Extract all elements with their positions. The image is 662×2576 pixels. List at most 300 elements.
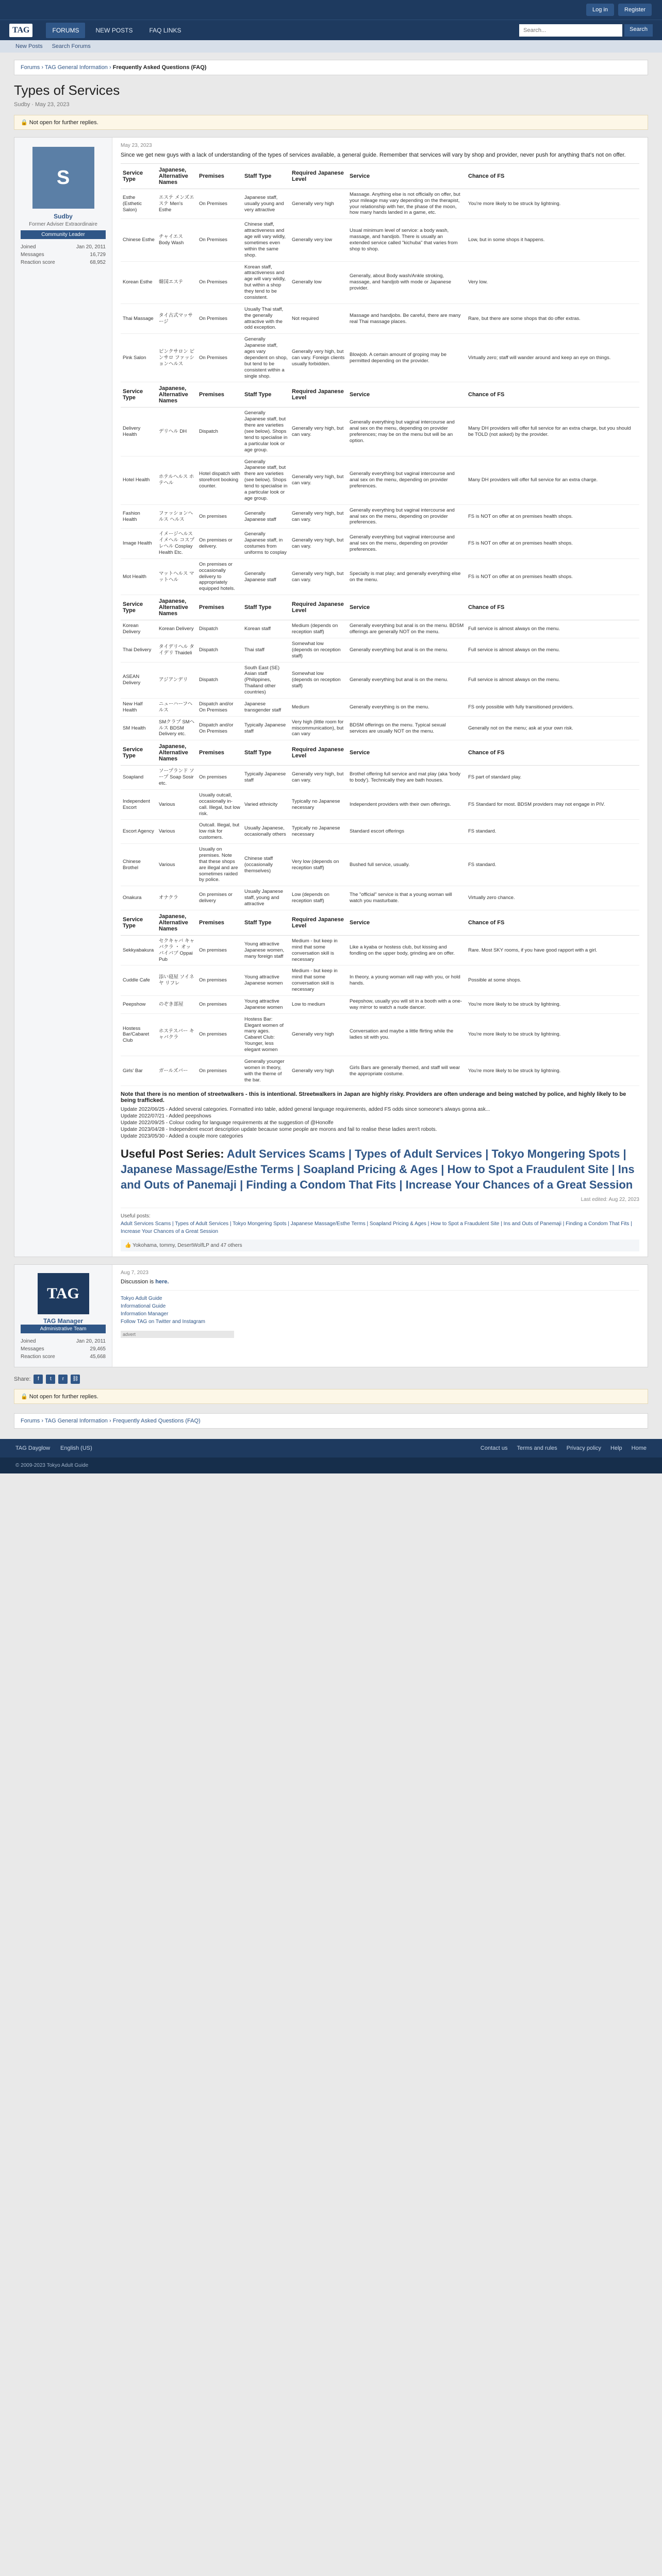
table-cell: South East (SE) Asian staff (Philippines, Thailand other countries) <box>242 662 290 698</box>
table-cell: You're more likely to be struck by lightning. <box>466 995 639 1013</box>
table-cell: マットヘルス マットヘル <box>157 558 197 595</box>
table-cell: Somewhat low (depends on reception staff) <box>290 662 347 698</box>
column-header: Service Type <box>121 740 157 766</box>
table-cell: Virtually zero chance. <box>466 886 639 910</box>
column-header: Premises <box>197 595 242 620</box>
table-row <box>121 716 639 740</box>
table-cell: You're more likely to be struck by lightning. <box>466 1056 639 1086</box>
thread-author[interactable]: Sudby <box>14 101 30 108</box>
table-cell: You're more likely to be struck by lightning. <box>466 1013 639 1056</box>
table-cell: Not required <box>290 303 347 334</box>
table-cell: Fashion Health <box>121 504 157 529</box>
table-cell: Chinese Brothel <box>121 844 157 886</box>
column-header: Staff Type <box>242 910 290 935</box>
second-post <box>14 1264 648 1367</box>
table-cell: 韓国エステ <box>157 261 197 303</box>
share-twitter-icon[interactable]: t <box>46 1375 55 1384</box>
table-cell: Typically Japanese staff <box>242 766 290 790</box>
table-cell: Medium - but keep in mind that some conversation skill is necessary <box>290 965 347 996</box>
column-header: Chance of FS <box>466 740 639 766</box>
table-cell: Generally Japanese staff, but there are varieties (see below). Shops tend to specialise in a particular look or age group. <box>242 408 290 456</box>
footer-terms[interactable]: Terms and rules <box>517 1445 557 1451</box>
post2-link[interactable]: here. <box>155 1278 169 1285</box>
table-cell: Full service is almost always on the menu. <box>466 620 639 638</box>
table-header-row <box>121 740 639 766</box>
post2-user-panel <box>14 1265 112 1367</box>
column-header: Required Japanese Level <box>290 595 347 620</box>
table-cell: タイデリヘル タイデリ Thaideli <box>157 638 197 662</box>
foot-crumb-faq[interactable]: Frequently Asked Questions (FAQ) <box>112 1417 201 1424</box>
post-intro: Since we get new guys with a lack of understanding of the types of services available, a general guide. Remember that services will vary by shop and provider, never push for anything that's not on offer. <box>121 152 626 158</box>
table-cell: Somewhat low (depends on reception staff) <box>290 638 347 662</box>
table-row <box>121 456 639 504</box>
table-cell: Massage. Anything else is not officially on offer, but your mileage may vary depending on the therapist, your relationship with her, the phase of the moon, how many hands landed in a game, etc. <box>347 189 466 219</box>
column-header: Service <box>347 740 466 766</box>
closed-notice-text: Not open for further replies. <box>29 120 98 126</box>
column-header: Service <box>347 595 466 620</box>
table-cell: Specialty is mat play; and generally everything else on the menu. <box>347 558 466 595</box>
table-cell: Hotel dispatch with storefront booking counter. <box>197 456 242 504</box>
register-button[interactable]: Register <box>618 4 652 16</box>
table-cell: Girls Bars are generally themed, and staff will wear the appropriate costume. <box>347 1056 466 1086</box>
related-link[interactable]: Tokyo Mongering Spots <box>491 1147 620 1161</box>
related-link[interactable]: Finding a Condom That Fits <box>246 1178 396 1191</box>
table-cell: Generally Japanese staff <box>242 558 290 595</box>
table-cell: Generally everything but anal is on the menu. BDSM offerings are generally NOT on the menu. <box>347 620 466 638</box>
column-header: Staff Type <box>242 740 290 766</box>
column-header: Required Japanese Level <box>290 910 347 935</box>
table-cell: Pink Salon <box>121 334 157 382</box>
table-cell: Japanese staff, usually young and very attractive <box>242 189 290 219</box>
tag-manager-avatar[interactable]: TAG <box>38 1273 89 1314</box>
column-header: Japanese, Alternative Names <box>157 910 197 935</box>
search-input[interactable] <box>519 24 622 37</box>
column-header: Service <box>347 382 466 408</box>
table-cell: タイ古式マッサージ <box>157 303 197 334</box>
table-cell: Possible at some shops. <box>466 965 639 996</box>
table-cell: On premises <box>197 935 242 965</box>
table-cell: In theory, a young woman will nap with you, or hold hands. <box>347 965 466 996</box>
page-title: Types of Services <box>14 82 120 98</box>
update-list <box>121 1107 639 1139</box>
related-link[interactable]: Adult Services Scams <box>226 1147 345 1161</box>
table-cell: 添い寝屋 ソイネヤ リフレ <box>157 965 197 996</box>
table-cell: Generally very high <box>290 1013 347 1056</box>
table-cell: Generally Japanese staff, ages vary dependent on shop, but tend to be consistent within a single shop. <box>242 334 290 382</box>
table-cell: Generally everything but anal is on the menu. <box>347 638 466 662</box>
nav-forums[interactable]: FORUMS <box>46 23 85 38</box>
site-logo[interactable]: TAG <box>9 24 32 37</box>
post2-stat-joined: Joined Jan 20, 2011 <box>21 1338 106 1344</box>
column-header: Service Type <box>121 382 157 408</box>
table-cell: Peepshow <box>121 995 157 1013</box>
table-cell: Generally very high, but can vary. <box>290 456 347 504</box>
table-cell: ソープランド ソープ Soap Sosir etc. <box>157 766 197 790</box>
table-cell: Massage and handjobs. Be careful, there are many real Thai massage places. <box>347 303 466 334</box>
signature <box>121 1208 639 1235</box>
table-cell: FS is NOT on offer at on premises health shops. <box>466 529 639 559</box>
table-cell: のぞき部屋 <box>157 995 197 1013</box>
table-cell: Dispatch and/or On Premises <box>197 698 242 716</box>
post-date[interactable]: May 23, 2023 <box>121 143 152 148</box>
table-cell: Onakura <box>121 886 157 910</box>
subnav-new-posts[interactable]: New Posts <box>15 43 43 49</box>
table-cell: Medium <box>290 698 347 716</box>
related-series: Useful Post Series: Adult Services Scams | Types of Adult Services | Tokyo Mongering Spots | Japanese Massage/Esthe Terms | Soapland Pricing & Ages | How to Spot a Fraudulent Site | Ins and Outs of Panemaji | Finding a Condom That Fits | Increase Your Chances of a Great Session <box>121 1147 635 1191</box>
column-header: Staff Type <box>242 382 290 408</box>
foot-crumb-general[interactable]: TAG General Information <box>44 1417 108 1424</box>
column-header: Chance of FS <box>466 595 639 620</box>
column-header: Chance of FS <box>466 910 639 935</box>
user-badge: Community Leader <box>21 230 106 239</box>
table-cell: Sekkyabakura <box>121 935 157 965</box>
crumb-general[interactable]: TAG General Information <box>44 64 108 71</box>
share-label: Share: <box>14 1376 31 1382</box>
table-cell: Blowjob. A certain amount of groping may be permitted depending on the provider. <box>347 334 466 382</box>
column-header: Chance of FS <box>466 382 639 408</box>
table-cell: Full service is almost always on the menu. <box>466 638 639 662</box>
table-cell: Hostess Bar/Cabaret Club <box>121 1013 157 1056</box>
table-cell: Generally low <box>290 261 347 303</box>
table-cell: Many DH providers will offer full service for an extra charge. <box>466 456 639 504</box>
footer <box>0 1439 662 1458</box>
post2-sig-line: Information Manager <box>121 1311 169 1317</box>
table-cell: Korean staff <box>242 620 290 638</box>
table-cell: On premises <box>197 1013 242 1056</box>
table-cell: Standard escort offerings <box>347 820 466 844</box>
table-cell: Korean staff, attractiveness and age will vary wildly, but within a shop they tend to be consistent. <box>242 261 290 303</box>
footer-home[interactable]: Home <box>631 1445 647 1451</box>
table-cell: Typically Japanese staff <box>242 716 290 740</box>
table-cell: Very low (depends on reception staff) <box>290 844 347 886</box>
table-cell: On premises or delivery <box>197 886 242 910</box>
table-row <box>121 303 639 334</box>
table-cell: Usually on premises. Note that these shops are illegal and are sometimes raided by police. <box>197 844 242 886</box>
table-cell: Generally Japanese staff, but there are varieties (see below). Shops tend to specialise in a particular look or age group. <box>242 456 290 504</box>
table-cell: Soapland <box>121 766 157 790</box>
footer-contact[interactable]: Contact us <box>480 1445 508 1451</box>
crumb-faq[interactable]: Frequently Asked Questions (FAQ) <box>112 64 207 71</box>
table-cell: Medium - but keep in mind that some conversation skill is necessary <box>290 935 347 965</box>
post-body <box>112 138 648 1257</box>
footer-breadcrumb: Forums › TAG General Information › Frequently Asked Questions (FAQ) <box>14 1413 648 1429</box>
table-row <box>121 789 639 820</box>
table-cell: ピンクサロン ピンサロ ファッションヘルス <box>157 334 197 382</box>
table-cell: Very high (little room for miscommunication), but can vary <box>290 716 347 740</box>
column-header: Premises <box>197 910 242 935</box>
related-link[interactable]: Increase Your Chances of a Great Session <box>405 1178 633 1191</box>
table-cell: FS part of standard play. <box>466 766 639 790</box>
table-cell: Generally very high <box>290 189 347 219</box>
table-header-row <box>121 163 639 189</box>
stat-messages: Messages 16,729 <box>21 252 106 258</box>
share-reddit-icon[interactable]: r <box>58 1375 68 1384</box>
table-row <box>121 935 639 965</box>
table-cell: FS only possible with fully transitioned providers. <box>466 698 639 716</box>
closed-notice: 🔒 Not open for further replies. <box>14 115 648 130</box>
avatar[interactable]: S <box>32 147 94 209</box>
copyright: © 2009-2023 Tokyo Adult Guide <box>0 1458 662 1473</box>
table-row <box>121 261 639 303</box>
table-cell: セクキャバ キャバクラ ・ オッパイパブ Oppai Pub <box>157 935 197 965</box>
post2-signature <box>121 1290 639 1326</box>
table-cell: Medium (depends on reception staff) <box>290 620 347 638</box>
table-cell: Outcall. Illegal, but low risk for customers. <box>197 820 242 844</box>
table-cell: FS standard. <box>466 820 639 844</box>
sig-links[interactable]: Adult Services Scams | Types of Adult Services | Tokyo Mongering Spots | Japanese Massage/Esthe Terms | Soapland Pricing & Ages | How to Spot a Fraudulent Site | Ins and Outs of Panemaji | Finding a Condom That Fits | Increase Your Chances of a Great Session <box>121 1221 632 1234</box>
last-edited: Last edited: Aug 22, 2023 <box>581 1196 639 1202</box>
sig-lead: Useful posts: <box>121 1213 151 1219</box>
table-cell: デリヘル DH <box>157 408 197 456</box>
column-header: Japanese, Alternative Names <box>157 740 197 766</box>
table-cell: Chinese staff (occasionally themselves) <box>242 844 290 886</box>
table-cell: The "official" service is that a young woman will watch you masturbate. <box>347 886 466 910</box>
table-cell: Dispatch <box>197 408 242 456</box>
table-cell: Typically no Japanese necessary <box>290 789 347 820</box>
table-cell: Brothel offering full service and mat play (aka 'body to body'). Technically they are bath houses. <box>347 766 466 790</box>
related-link[interactable]: Types of Adult Services <box>355 1147 483 1161</box>
table-cell: Thai Delivery <box>121 638 157 662</box>
table-cell: On Premises <box>197 334 242 382</box>
table-cell: Chinese staff, attractiveness and age will vary wildly, sometimes even within the same shop. <box>242 219 290 261</box>
nav-new-posts[interactable]: NEW POSTS <box>95 26 133 34</box>
table-cell: Rare, but there are some shops that do offer extras. <box>466 303 639 334</box>
table-cell: Generally, about Body wash/Ankle stroking, massage, and handjob with mode or Japanese provider. <box>347 261 466 303</box>
table-cell: ガールズバー <box>157 1056 197 1086</box>
table-cell: ASEAN Delivery <box>121 662 157 698</box>
table-cell: Low (depends on reception staff) <box>290 886 347 910</box>
thread-meta: Sudby · May 23, 2023 <box>14 101 70 108</box>
table-cell: Korean Esthe <box>121 261 157 303</box>
table-cell: Generally very high, but can vary. <box>290 529 347 559</box>
table-row <box>121 886 639 910</box>
table-cell: Generally everything but vaginal intercourse and anal sex on the menu, depending on provider preferences. <box>347 456 466 504</box>
table-cell: Dispatch <box>197 638 242 662</box>
table-cell: Varied ethnicity <box>242 789 290 820</box>
share-bar <box>14 1375 648 1384</box>
table-cell: Escort Agency <box>121 820 157 844</box>
table-cell: Thai staff <box>242 638 290 662</box>
column-header: Chance of FS <box>466 163 639 189</box>
table-cell: Cuddle Cafe <box>121 965 157 996</box>
advert-box[interactable]: advert <box>121 1331 234 1338</box>
table-cell: Generally very high, but can vary. <box>290 766 347 790</box>
stat-reactions: Reaction score 68,952 <box>21 260 106 265</box>
table-cell: Young attractive Japanese women <box>242 995 290 1013</box>
table-cell: Generally everything but vaginal intercourse and anal sex on the menu, depending on provider preferences. <box>347 504 466 529</box>
table-cell: ファッションヘルス ヘルス <box>157 504 197 529</box>
user-name[interactable]: Sudby <box>54 213 73 220</box>
table-cell: Full service is almost always on the menu. <box>466 662 639 698</box>
first-post <box>14 137 648 1257</box>
footer-privacy[interactable]: Privacy policy <box>566 1445 602 1451</box>
main-nav <box>0 20 662 40</box>
table-cell: Japanese transgender staff <box>242 698 290 716</box>
streetwalker-note: Note that there is no mention of streetwalkers - this is intentional. Streetwalkers in Japan are highly risky. Providers are often underage and being watched by police, and highly likely to be being trafficked. <box>121 1091 626 1104</box>
table-cell: Independent Escort <box>121 789 157 820</box>
column-header: Required Japanese Level <box>290 740 347 766</box>
footer-help[interactable]: Help <box>610 1445 622 1451</box>
column-header: Japanese, Alternative Names <box>157 382 197 408</box>
table-cell: Various <box>157 789 197 820</box>
post2-sig-line: Informational Guide <box>121 1303 166 1309</box>
table-cell: Conversation and maybe a little flirting while the ladies sit with you. <box>347 1013 466 1056</box>
table-row <box>121 995 639 1013</box>
table-cell: SMクラブ SMヘルス BDSM Delivery etc. <box>157 716 197 740</box>
table-row <box>121 766 639 790</box>
table-cell: Usually Thai staff, the generally attractive with the odd exception. <box>242 303 290 334</box>
stat-joined: Joined Jan 20, 2011 <box>21 244 106 250</box>
crumb-forums[interactable]: Forums <box>21 64 40 71</box>
login-button[interactable]: Log in <box>586 4 614 16</box>
table-cell: Generally everything but anal is on the menu. <box>347 662 466 698</box>
table-row <box>121 219 639 261</box>
table-cell: New Half Health <box>121 698 157 716</box>
table-cell: Image Health <box>121 529 157 559</box>
table-cell: ニューハーフヘルス <box>157 698 197 716</box>
table-cell: You're more likely to be struck by lightning. <box>466 189 639 219</box>
table-cell: Very low. <box>466 261 639 303</box>
update-item: Update 2022/06/25 - Added several categories. Formatted into table, added general language requirements, added FS odds since someone's always gonna ask... <box>121 1107 490 1113</box>
column-header: Service Type <box>121 163 157 189</box>
closed-notice-bottom-text: Not open for further replies. <box>29 1393 98 1400</box>
table-cell: Usually Japanese staff, young and attractive <box>242 886 290 910</box>
table-cell: Peepshow, usually you will sit in a booth with a one-way mirror to watch a nude dancer. <box>347 995 466 1013</box>
table-cell: On premises or delivery. <box>197 529 242 559</box>
post2-sig-line: Tokyo Adult Guide <box>121 1295 162 1301</box>
style-chooser[interactable]: TAG Dayglow <box>15 1445 51 1451</box>
column-header: Premises <box>197 740 242 766</box>
reactions-text: Yokohama, tommy, DesertWolfLP and 47 others <box>133 1242 242 1248</box>
post-user-panel <box>14 138 112 1257</box>
closed-notice-bottom: 🔒 Not open for further replies. <box>14 1389 648 1404</box>
post2-label: Discussion is <box>121 1278 154 1285</box>
table-cell: Delivery Health <box>121 408 157 456</box>
table-cell: On premises <box>197 1056 242 1086</box>
column-header: Premises <box>197 163 242 189</box>
related-link[interactable]: How to Spot a Fraudulent Site <box>447 1163 609 1176</box>
top-bar <box>0 0 662 20</box>
table-cell: Generally not on the menu; ask at your own risk. <box>466 716 639 740</box>
table-cell: Virtually zero; staff will wander around and keep an eye on things. <box>466 334 639 382</box>
column-header: Service Type <box>121 910 157 935</box>
table-cell: Dispatch <box>197 662 242 698</box>
table-cell: On Premises <box>197 261 242 303</box>
table-cell: Generally very high, but can vary. Foreign clients usually forbidden. <box>290 334 347 382</box>
table-header-row <box>121 910 639 935</box>
column-header: Staff Type <box>242 595 290 620</box>
table-cell: Young attractive Japanese women, many foreign staff <box>242 935 290 965</box>
table-cell: Dispatch and/or On Premises <box>197 716 242 740</box>
related-link[interactable]: Japanese Massage/Esthe Terms <box>121 1163 294 1176</box>
foot-crumb-forums[interactable]: Forums <box>21 1417 40 1424</box>
services-table <box>121 163 639 1087</box>
table-cell: Rare. Most SKY rooms, if you have good rapport with a girl. <box>466 935 639 965</box>
reactions-bar[interactable]: 👍 Yokohama, tommy, DesertWolfLP and 47 others <box>121 1240 639 1251</box>
table-row <box>121 820 639 844</box>
table-cell: オナクラ <box>157 886 197 910</box>
table-cell: Korean Delivery <box>157 620 197 638</box>
table-cell: Girls' Bar <box>121 1056 157 1086</box>
table-cell: Generally Japanese staff, in costumes from uniforms to cosplay <box>242 529 290 559</box>
column-header: Required Japanese Level <box>290 382 347 408</box>
table-row <box>121 1013 639 1056</box>
post2-user-badge: Administrative Team <box>21 1325 106 1333</box>
table-cell: Independent providers with their own offerings. <box>347 789 466 820</box>
table-cell: On premises or occasionally delivery to appropriately equipped hotels. <box>197 558 242 595</box>
table-cell: イメージヘルス イメヘル コスプレヘル Cosplay Health Etc. <box>157 529 197 559</box>
post2-stat-reactions: Reaction score 45,668 <box>21 1353 106 1360</box>
table-cell: Usually Japanese, occasionally others <box>242 820 290 844</box>
related-link[interactable]: Soapland Pricing & Ages <box>303 1163 438 1176</box>
table-cell: Typically no Japanese necessary <box>290 820 347 844</box>
table-cell: ホテルヘルス ホテヘル <box>157 456 197 504</box>
table-row <box>121 408 639 456</box>
table-row <box>121 1056 639 1086</box>
table-row <box>121 620 639 638</box>
table-cell: Hostess Bar: Elegant women of many ages. Cabaret Club: Younger, less elegant women <box>242 1013 290 1056</box>
table-cell: On Premises <box>197 189 242 219</box>
subnav-search-forums[interactable]: Search Forums <box>52 43 91 49</box>
table-cell: BDSM offerings on the menu. Typical sexual services are usually NOT on the menu. <box>347 716 466 740</box>
table-row <box>121 504 639 529</box>
post2-user-name[interactable]: TAG Manager <box>43 1317 84 1325</box>
table-cell: チャイエス Body Wash <box>157 219 197 261</box>
table-cell: Low, but in some shops it happens. <box>466 219 639 261</box>
table-cell: Chinese Esthe <box>121 219 157 261</box>
table-cell: Various <box>157 820 197 844</box>
table-cell: On premises <box>197 766 242 790</box>
search-button[interactable]: Search <box>624 24 653 37</box>
table-cell: Various <box>157 844 197 886</box>
table-cell: Generally very high, but can vary. <box>290 504 347 529</box>
table-cell: Mot Health <box>121 558 157 595</box>
sub-nav <box>0 40 662 53</box>
table-row <box>121 698 639 716</box>
share-link-icon[interactable]: ⛓ <box>71 1375 80 1384</box>
post2-date[interactable]: Aug 7, 2023 <box>121 1269 148 1276</box>
post2-sig-line[interactable]: Follow TAG on Twitter and Instagram <box>121 1318 205 1325</box>
table-cell: FS is NOT on offer at on premises health shops. <box>466 558 639 595</box>
share-facebook-icon[interactable]: f <box>34 1375 43 1384</box>
table-cell: On Premises <box>197 303 242 334</box>
table-header-row <box>121 382 639 408</box>
table-cell: Generally everything but vaginal intercourse and anal sex on the menu, depending on provider preferences. <box>347 529 466 559</box>
table-cell: Generally Japanese staff <box>242 504 290 529</box>
table-row <box>121 558 639 595</box>
table-cell: On premises <box>197 965 242 996</box>
related-link[interactable]: Ins and Outs of Panemaji <box>121 1163 635 1191</box>
table-row <box>121 334 639 382</box>
table-cell: Like a kyaba or hostess club, but kissing and fondling on the upper body, grinding are on offer. <box>347 935 466 965</box>
table-cell: Generally very high, but can vary. <box>290 558 347 595</box>
table-row <box>121 965 639 996</box>
table-cell: Bushed full service, usually. <box>347 844 466 886</box>
table-cell: エステ メンズエステ Men's Esthe <box>157 189 197 219</box>
post2-body <box>112 1265 648 1367</box>
column-header: Japanese, Alternative Names <box>157 163 197 189</box>
table-header-row <box>121 595 639 620</box>
table-cell: On premises <box>197 995 242 1013</box>
table-row <box>121 662 639 698</box>
update-item: Update 2023/04/28 - Independent escort description update because some people are morons and fail to realise these ladies aren't robots. <box>121 1127 437 1133</box>
table-cell: Esthe (Esthetic Salon) <box>121 189 157 219</box>
nav-faq-links[interactable]: FAQ LINKS <box>149 26 181 34</box>
update-item: Update 2023/05/30 - Added a couple more categories <box>121 1133 243 1140</box>
language-chooser[interactable]: English (US) <box>60 1445 92 1451</box>
table-cell: SM Health <box>121 716 157 740</box>
table-cell: On Premises <box>197 219 242 261</box>
